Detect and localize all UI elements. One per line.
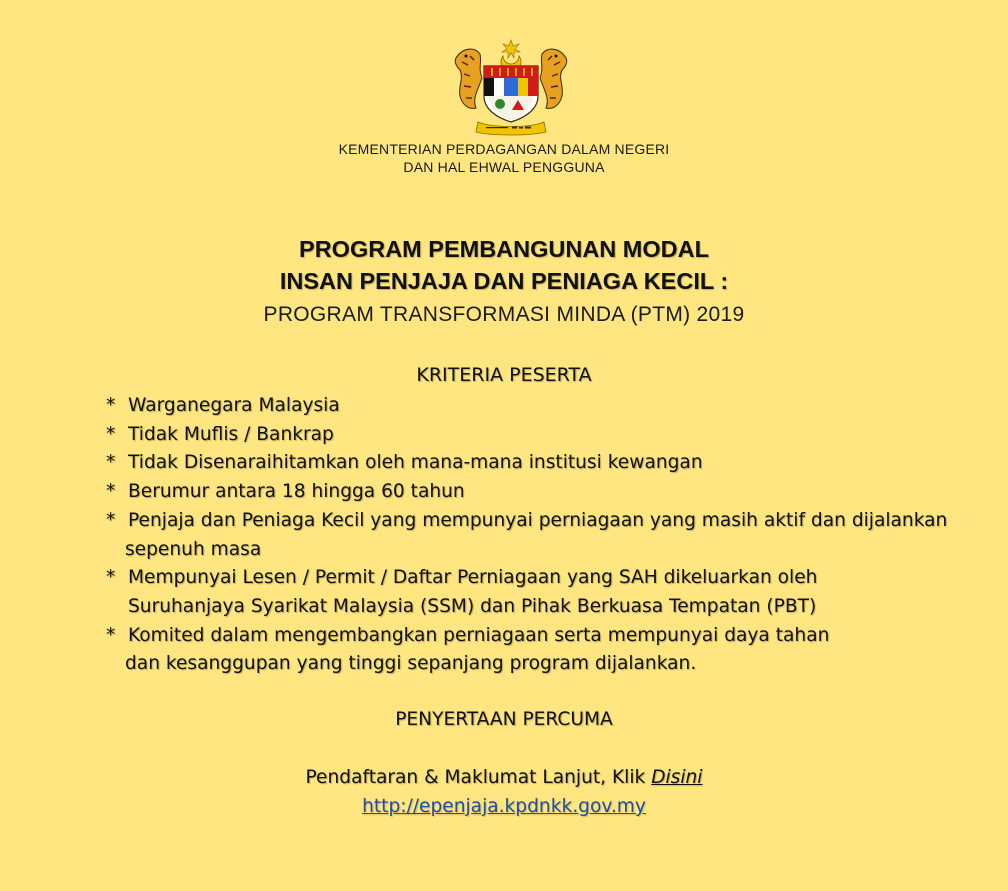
criteria-item [106, 478, 986, 507]
criteria-item-text-continued: dan kesanggupan yang tinggi sepanjang program dijalankan. [125, 653, 697, 675]
coat-of-arms-icon [448, 38, 574, 136]
criteria-item [106, 507, 986, 564]
bullet-star: * [106, 567, 116, 589]
url-line [0, 795, 1008, 819]
registration-text: Pendaftaran & Maklumat Lanjut, Klik [305, 767, 652, 788]
criteria-item [106, 449, 986, 478]
program-title-line-1: PROGRAM PEMBANGUNAN MODAL [299, 236, 709, 262]
criteria-item [106, 421, 986, 450]
bullet-star: * [106, 509, 116, 531]
criteria-item-text-continued: Suruhanjaya Syarikat Malaysia (SSM) dan Pihak Berkuasa Tempatan (PBT) [128, 595, 817, 617]
ministry-name-line-1: KEMENTERIAN PERDAGANGAN DALAM NEGERI [338, 141, 670, 157]
criteria-item-text: Warganegara Malaysia [128, 395, 340, 416]
bullet-star: * [106, 395, 116, 416]
free-entry-notice: PENYERTAAN PERCUMA [395, 709, 613, 730]
program-subtitle: PROGRAM TRANSFORMASI MINDA (PTM) 2019 [263, 303, 745, 326]
bullet-star: * [106, 624, 116, 646]
registration-line [0, 766, 1008, 790]
criteria-item-text-continued: sepenuh masa [125, 538, 262, 560]
bullet-star: * [106, 423, 116, 445]
criteria-heading: KRITERIA PESERTA [416, 364, 592, 386]
criteria-item [106, 392, 986, 421]
criteria-item-text: Berumur antara 18 hingga 60 tahun [128, 481, 465, 503]
criteria-item-text: Mempunyai Lesen / Permit / Daftar Perniagaan yang SAH dikeluarkan oleh [128, 567, 818, 589]
bullet-star: * [106, 452, 116, 474]
criteria-item-text: Komited dalam mengembangkan perniagaan serta mempunyai daya tahan [128, 624, 830, 646]
program-title-line-2: INSAN PENJAJA DAN PENIAGA KECIL : [279, 268, 729, 294]
criteria-item [106, 564, 986, 621]
criteria-item-text: Tidak Muflis / Bankrap [128, 423, 334, 445]
website-link[interactable]: http://epenjaja.kpdnkk.gov.my [362, 796, 646, 817]
ministry-name-line-2: DAN HAL EHWAL PENGGUNA [403, 159, 605, 175]
register-here-link[interactable]: Disini [651, 767, 703, 788]
criteria-item-text: Tidak Disenaraihitamkan oleh mana-mana institusi kewangan [128, 452, 703, 474]
criteria-list [106, 392, 986, 679]
criteria-item-text: Penjaja dan Peniaga Kecil yang mempunyai perniagaan yang masih aktif dan dijalankan [128, 509, 948, 531]
criteria-item [106, 622, 986, 679]
bullet-star: * [106, 481, 116, 503]
